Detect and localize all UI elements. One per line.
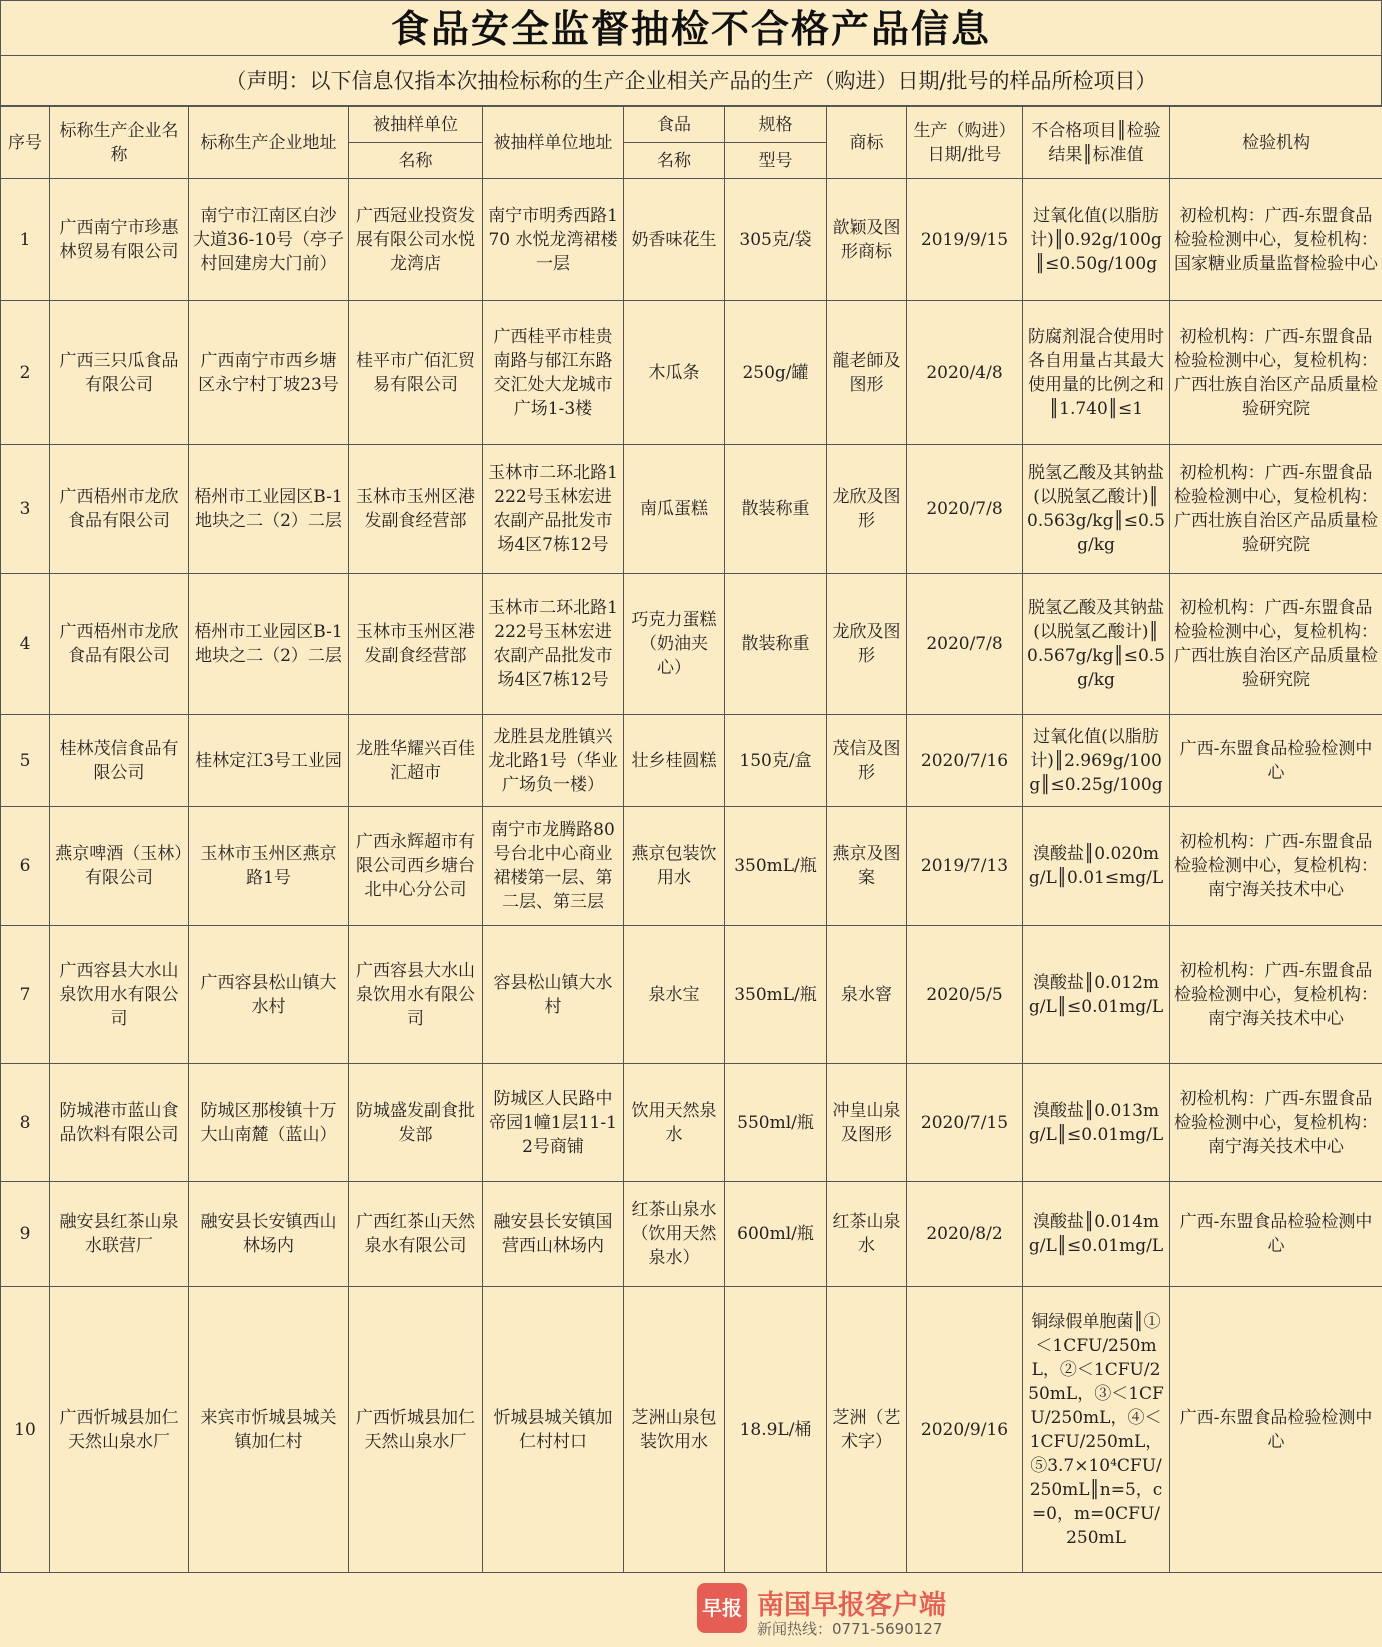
cell-failed-item: 溴酸盐║0.012mg/L║≤0.01mg/L bbox=[1023, 926, 1170, 1064]
header-sampled-unit: 被抽样单位 bbox=[349, 107, 483, 143]
cell-producer: 防城港市蓝山食品饮料有限公司 bbox=[50, 1064, 189, 1182]
cell-producer-address: 梧州市工业园区B-1地块之二（2）二层 bbox=[189, 574, 349, 715]
cell-sampled-address: 忻城县城关镇加仁村村口 bbox=[483, 1287, 624, 1573]
cell-brand: 龙欣及图形 bbox=[827, 445, 907, 574]
cell-brand: 茂信及图形 bbox=[827, 715, 907, 807]
cell-sampled-address: 容县松山镇大水村 bbox=[483, 926, 624, 1064]
cell-brand: 冲皇山泉及图形 bbox=[827, 1064, 907, 1182]
cell-sampled-address: 玉林市二环北路1222号玉林宏进农副产品批发市场4区7栋12号 bbox=[483, 574, 624, 715]
table-row bbox=[1, 1287, 1382, 1573]
cell-food: 南瓜蛋糕 bbox=[624, 445, 725, 574]
cell-sampled-unit: 玉林市玉州区港发副食经营部 bbox=[349, 445, 483, 574]
newspaper-logo-icon: 早报 bbox=[697, 1583, 747, 1633]
cell-agency: 广西-东盟食品检验检测中心 bbox=[1170, 1182, 1382, 1287]
cell-sampled-unit: 龙胜华耀兴百佳汇超市 bbox=[349, 715, 483, 807]
cell-spec: 350mL/瓶 bbox=[725, 926, 827, 1064]
cell-failed-item: 铜绿假单胞菌║①＜1CFU/250mL，②＜1CFU/250mL，③＜1CFU/250mL，④＜1CFU/250mL，⑤3.7×10⁴CFU/250mL║n=5，c=0，m=0CFU/250mL bbox=[1023, 1287, 1170, 1573]
cell-failed-item: 溴酸盐║0.013mg/L║≤0.01mg/L bbox=[1023, 1064, 1170, 1182]
table-row bbox=[1, 179, 1382, 301]
watermark bbox=[697, 1583, 977, 1639]
cell-brand: 龍老師及图形 bbox=[827, 301, 907, 445]
cell-date: 2020/7/8 bbox=[907, 574, 1023, 715]
table-row bbox=[1, 574, 1382, 715]
cell-date: 2020/9/16 bbox=[907, 1287, 1023, 1573]
header-date: 生产（购进）日期/批号 bbox=[907, 107, 1023, 179]
cell-agency: 初检机构：广西-东盟食品检验检测中心，复检机构：南宁海关技术中心 bbox=[1170, 926, 1382, 1064]
cell-producer: 广西三只瓜食品有限公司 bbox=[50, 301, 189, 445]
cell-seq: 7 bbox=[1, 926, 50, 1064]
cell-producer-address: 玉林市玉州区燕京路1号 bbox=[189, 807, 349, 926]
cell-failed-item: 溴酸盐║0.014mg/L║≤0.01mg/L bbox=[1023, 1182, 1170, 1287]
cell-food: 壮乡桂圆糕 bbox=[624, 715, 725, 807]
cell-seq: 8 bbox=[1, 1064, 50, 1182]
cell-agency: 初检机构：广西-东盟食品检验检测中心，复检机构：国家糖业质量监督检验中心 bbox=[1170, 179, 1382, 301]
cell-sampled-unit: 防城盛发副食批发部 bbox=[349, 1064, 483, 1182]
cell-producer: 燕京啤酒（玉林）有限公司 bbox=[50, 807, 189, 926]
cell-seq: 6 bbox=[1, 807, 50, 926]
cell-food: 饮用天然泉水 bbox=[624, 1064, 725, 1182]
cell-failed-item: 脱氢乙酸及其钠盐(以脱氢乙酸计)║0.563g/kg║≤0.5g/kg bbox=[1023, 445, 1170, 574]
header-food-name: 名称 bbox=[624, 143, 725, 179]
cell-sampled-address: 龙胜县龙胜镇兴龙北路1号（华业广场负一楼） bbox=[483, 715, 624, 807]
cell-sampled-address: 防城区人民路中帝园1幢1层11-12号商铺 bbox=[483, 1064, 624, 1182]
cell-agency: 初检机构：广西-东盟食品检验检测中心，复检机构：广西壮族自治区产品质量检验研究院 bbox=[1170, 574, 1382, 715]
cell-seq: 3 bbox=[1, 445, 50, 574]
cell-producer-address: 广西容县松山镇大水村 bbox=[189, 926, 349, 1064]
cell-agency: 初检机构：广西-东盟食品检验检测中心，复检机构：南宁海关技术中心 bbox=[1170, 1064, 1382, 1182]
cell-spec: 散装称重 bbox=[725, 574, 827, 715]
cell-agency: 初检机构：广西-东盟食品检验检测中心，复检机构：广西壮族自治区产品质量检验研究院 bbox=[1170, 445, 1382, 574]
cell-date: 2020/7/8 bbox=[907, 445, 1023, 574]
watermark-hotline: 新闻热线：0771-5690127 bbox=[757, 1620, 943, 1638]
cell-date: 2019/7/13 bbox=[907, 807, 1023, 926]
cell-food: 芝洲山泉包装饮用水 bbox=[624, 1287, 725, 1573]
cell-failed-item: 防腐剂混合使用时各自用量占其最大使用量的比例之和║1.740║≤1 bbox=[1023, 301, 1170, 445]
cell-food: 木瓜条 bbox=[624, 301, 725, 445]
cell-producer-address: 广西南宁市西乡塘区永宁村丁坡23号 bbox=[189, 301, 349, 445]
header-spec-model: 型号 bbox=[725, 143, 827, 179]
header-brand: 商标 bbox=[827, 107, 907, 179]
cell-sampled-unit: 桂平市广佰汇贸易有限公司 bbox=[349, 301, 483, 445]
table-row bbox=[1, 807, 1382, 926]
cell-producer: 桂林茂信食品有限公司 bbox=[50, 715, 189, 807]
page-title: 食品安全监督抽检不合格产品信息 bbox=[0, 0, 1382, 56]
cell-spec: 250g/罐 bbox=[725, 301, 827, 445]
table-row bbox=[1, 301, 1382, 445]
cell-date: 2020/4/8 bbox=[907, 301, 1023, 445]
cell-producer-address: 融安县长安镇西山林场内 bbox=[189, 1182, 349, 1287]
cell-sampled-unit: 玉林市玉州区港发副食经营部 bbox=[349, 574, 483, 715]
cell-seq: 2 bbox=[1, 301, 50, 445]
cell-sampled-address: 广西桂平市桂贵南路与郁江东路交汇处大龙城市广场1-3楼 bbox=[483, 301, 624, 445]
cell-spec: 600ml/瓶 bbox=[725, 1182, 827, 1287]
cell-producer: 广西南宁市珍惠林贸易有限公司 bbox=[50, 179, 189, 301]
cell-failed-item: 溴酸盐║0.020mg/L║0.01≤mg/L bbox=[1023, 807, 1170, 926]
cell-food: 燕京包装饮用水 bbox=[624, 807, 725, 926]
cell-food: 巧克力蛋糕（奶油夹心） bbox=[624, 574, 725, 715]
cell-spec: 350mL/瓶 bbox=[725, 807, 827, 926]
cell-brand: 燕京及图案 bbox=[827, 807, 907, 926]
header-producer-name: 标称生产企业名称 bbox=[50, 107, 189, 179]
cell-producer: 广西梧州市龙欣食品有限公司 bbox=[50, 574, 189, 715]
cell-failed-item: 过氧化值(以脂肪计)║0.92g/100g║≤0.50g/100g bbox=[1023, 179, 1170, 301]
cell-date: 2020/5/5 bbox=[907, 926, 1023, 1064]
cell-brand: 泉水窨 bbox=[827, 926, 907, 1064]
header-sampled-address: 被抽样单位地址 bbox=[483, 107, 624, 179]
table-row bbox=[1, 1064, 1382, 1182]
table-row bbox=[1, 926, 1382, 1064]
cell-food: 泉水宝 bbox=[624, 926, 725, 1064]
header-spec: 规格 bbox=[725, 107, 827, 143]
cell-producer: 融安县红茶山泉水联营厂 bbox=[50, 1182, 189, 1287]
cell-failed-item: 过氧化值(以脂肪计)║2.969g/100g║≤0.25g/100g bbox=[1023, 715, 1170, 807]
cell-seq: 9 bbox=[1, 1182, 50, 1287]
cell-sampled-unit: 广西永辉超市有限公司西乡塘台北中心分公司 bbox=[349, 807, 483, 926]
cell-brand: 芝洲（艺术字） bbox=[827, 1287, 907, 1573]
cell-producer: 广西容县大水山泉饮用水有限公司 bbox=[50, 926, 189, 1064]
statement: （声明：以下信息仅指本次抽检标称的生产企业相关产品的生产（购进）日期/批号的样品所检项目） bbox=[0, 56, 1382, 106]
cell-failed-item: 脱氢乙酸及其钠盐(以脱氢乙酸计)║0.567g/kg║≤0.5g/kg bbox=[1023, 574, 1170, 715]
cell-date: 2020/8/2 bbox=[907, 1182, 1023, 1287]
cell-spec: 305克/袋 bbox=[725, 179, 827, 301]
cell-spec: 散装称重 bbox=[725, 445, 827, 574]
cell-food: 红茶山泉水（饮用天然泉水） bbox=[624, 1182, 725, 1287]
cell-producer-address: 防城区那梭镇十万大山南麓（蓝山） bbox=[189, 1064, 349, 1182]
cell-sampled-address: 玉林市二环北路1222号玉林宏进农副产品批发市场4区7栋12号 bbox=[483, 445, 624, 574]
cell-date: 2020/7/15 bbox=[907, 1064, 1023, 1182]
cell-seq: 1 bbox=[1, 179, 50, 301]
cell-spec: 18.9L/桶 bbox=[725, 1287, 827, 1573]
cell-producer: 广西梧州市龙欣食品有限公司 bbox=[50, 445, 189, 574]
cell-seq: 10 bbox=[1, 1287, 50, 1573]
table-row bbox=[1, 445, 1382, 574]
cell-producer-address: 桂林定江3号工业园 bbox=[189, 715, 349, 807]
cell-sampled-unit: 广西冠业投资发展有限公司水悦龙湾店 bbox=[349, 179, 483, 301]
results-table bbox=[0, 106, 1382, 1573]
cell-agency: 初检机构：广西-东盟食品检验检测中心，复检机构：广西壮族自治区产品质量检验研究院 bbox=[1170, 301, 1382, 445]
cell-date: 2020/7/16 bbox=[907, 715, 1023, 807]
cell-date: 2019/9/15 bbox=[907, 179, 1023, 301]
table-row bbox=[1, 715, 1382, 807]
cell-agency: 广西-东盟食品检验检测中心 bbox=[1170, 715, 1382, 807]
cell-agency: 广西-东盟食品检验检测中心 bbox=[1170, 1287, 1382, 1573]
cell-food: 奶香味花生 bbox=[624, 179, 725, 301]
header-producer-address: 标称生产企业地址 bbox=[189, 107, 349, 179]
cell-sampled-unit: 广西容县大水山泉饮用水有限公司 bbox=[349, 926, 483, 1064]
header-sampled-unit-name: 名称 bbox=[349, 143, 483, 179]
cell-spec: 150克/盒 bbox=[725, 715, 827, 807]
cell-producer: 广西忻城县加仁天然山泉水厂 bbox=[50, 1287, 189, 1573]
cell-producer-address: 来宾市忻城县城关镇加仁村 bbox=[189, 1287, 349, 1573]
header-agency: 检验机构 bbox=[1170, 107, 1382, 179]
table-row bbox=[1, 1182, 1382, 1287]
cell-brand: 红茶山泉水 bbox=[827, 1182, 907, 1287]
cell-brand: 歆颖及图形商标 bbox=[827, 179, 907, 301]
cell-sampled-address: 融安县长安镇国营西山林场内 bbox=[483, 1182, 624, 1287]
header-food: 食品 bbox=[624, 107, 725, 143]
cell-agency: 初检机构：广西-东盟食品检验检测中心，复检机构：南宁海关技术中心 bbox=[1170, 807, 1382, 926]
header-item: 不合格项目║检验结果║标准值 bbox=[1023, 107, 1170, 179]
watermark-name: 南国早报客户端 bbox=[757, 1590, 946, 1621]
cell-producer-address: 梧州市工业园区B-1地块之二（2）二层 bbox=[189, 445, 349, 574]
cell-seq: 4 bbox=[1, 574, 50, 715]
cell-seq: 5 bbox=[1, 715, 50, 807]
cell-brand: 龙欣及图形 bbox=[827, 574, 907, 715]
header-seq: 序号 bbox=[1, 107, 50, 179]
cell-sampled-unit: 广西忻城县加仁天然山泉水厂 bbox=[349, 1287, 483, 1573]
cell-sampled-address: 南宁市龙腾路80号台北中心商业裙楼第一层、第二层、第三层 bbox=[483, 807, 624, 926]
cell-sampled-address: 南宁市明秀西路170 水悦龙湾裙楼一层 bbox=[483, 179, 624, 301]
cell-sampled-unit: 广西红茶山天然泉水有限公司 bbox=[349, 1182, 483, 1287]
cell-producer-address: 南宁市江南区白沙大道36-10号（亭子村回建房大门前） bbox=[189, 179, 349, 301]
cell-spec: 550ml/瓶 bbox=[725, 1064, 827, 1182]
